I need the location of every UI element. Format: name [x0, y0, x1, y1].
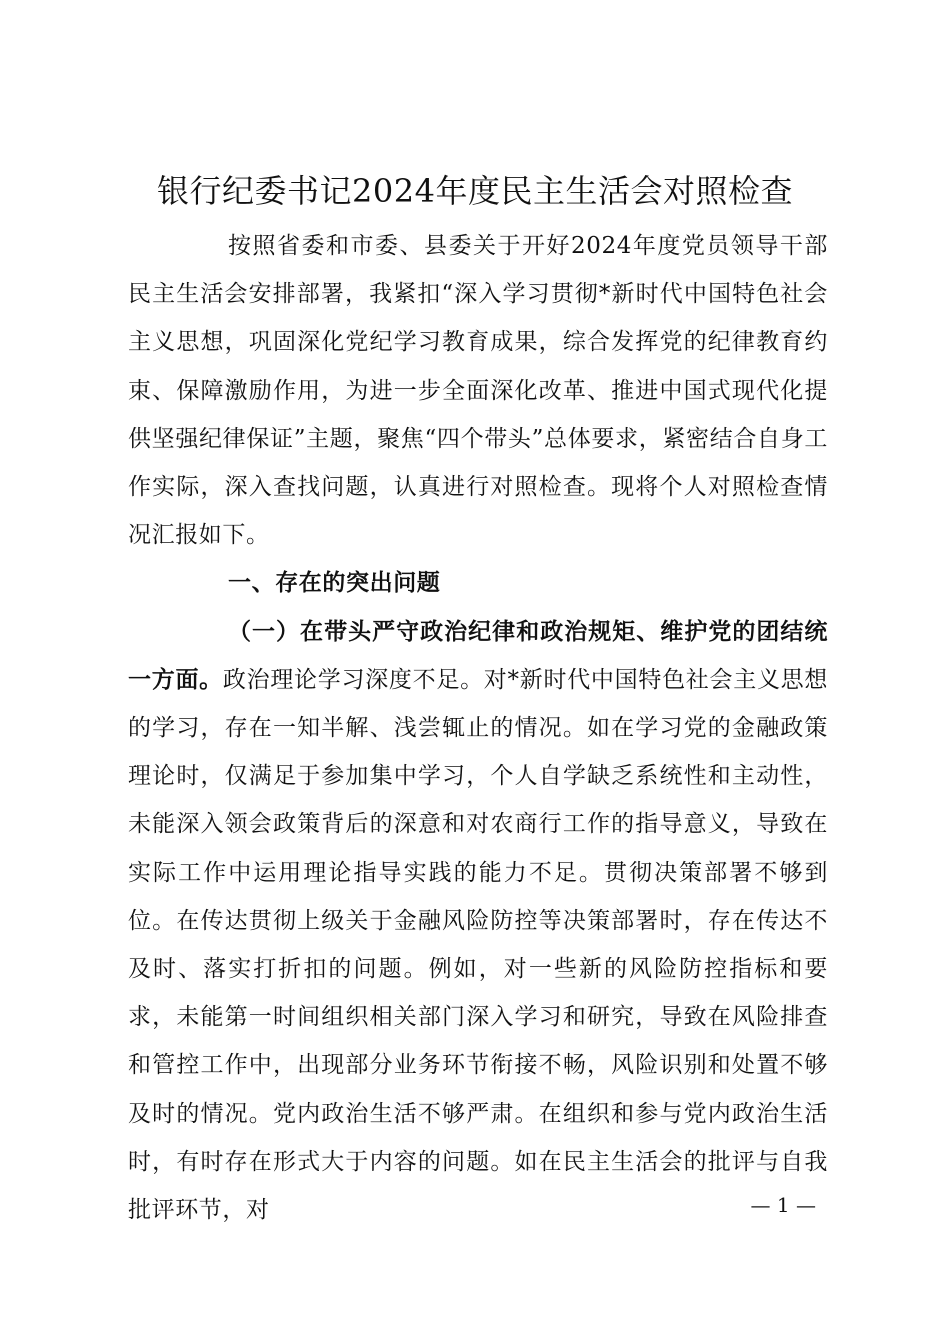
page-number: — 1 —	[750, 1193, 816, 1217]
section-heading: 一、存在的突出问题	[228, 570, 441, 597]
document-body	[128, 222, 828, 1234]
subsection-heading: （一）在带头严守政治纪律和政治规矩、维护党的团结统一方面。	[128, 617, 828, 693]
subsection-paragraph	[128, 608, 828, 1235]
intro-paragraph: 按照省委和市委、县委关于开好2024年度党员领导干部民主生活会安排部署，我紧扣“深入学习贯彻*新时代中国特色社会主义思想，巩固深化党纪学习教育成果，综合发挥党的纪律教育约束、保障激励作用，为进一步全面深化改革、推进中国式现代化提供坚强纪律保证”主题，聚焦“四个带头”总体要求，紧密结合自身工作实际，深入查找问题，认真进行对照检查。现将个人对照检查情况汇报如下。	[128, 233, 828, 549]
document-title: 银行纪委书记2024年度民主生活会对照检查	[157, 172, 793, 210]
subsection-text: 政治理论学习深度不足。对*新时代中国特色社会主义思想的学习，存在一知半解、浅尝辄止的情况。如在学习党的金融政策理论时，仅满足于参加集中学习，个人自学缺乏系统性和主动性，未能深入领会政策背后的深意和对农商行工作的指导意义，导致在实际工作中运用理论指导实践的能力不足。贯彻决策部署不够到位。在传达贯彻上级关于金融风险防控等决策部署时，存在传达不及时、落实打折扣的问题。例如，对一些新的风险防控指标和要求，未能第一时间组织相关部门深入学习和研究，导致在风险排查和管控工作中，出现部分业务环节衔接不畅，风险识别和处置不够及时的情况。党内政治生活不够严肃。在组织和参与党内政治生活时，有时存在形式大于内容的问题。如在民主生活会的批评与自我批评环节，对	[128, 666, 828, 1224]
